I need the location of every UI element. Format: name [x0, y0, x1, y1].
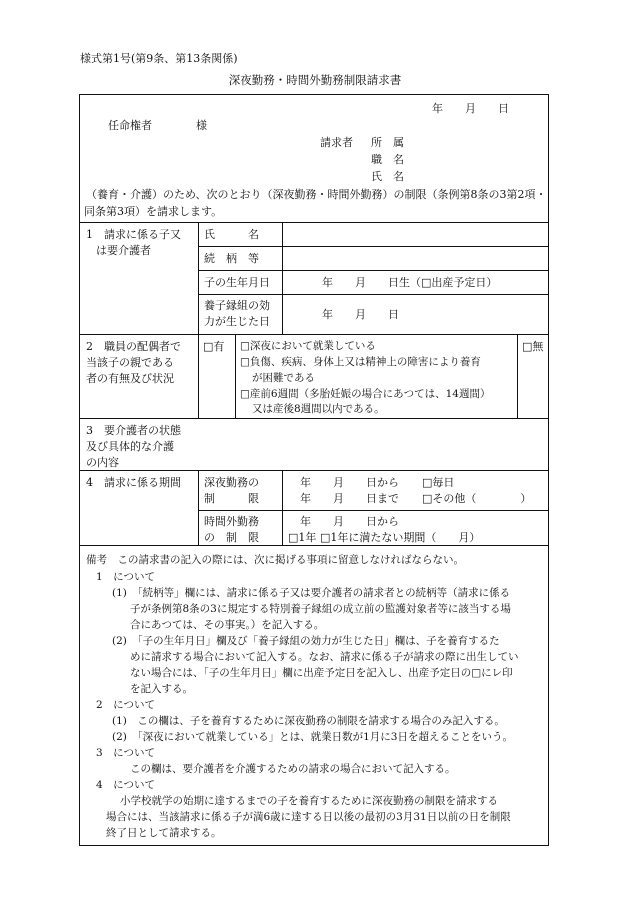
s1-name-label: 氏 名	[204, 228, 259, 241]
rule-s1-c	[198, 294, 549, 295]
s2-no-checkbox[interactable]: □無	[522, 340, 544, 353]
s4-night-label-2: 制 限	[204, 492, 259, 505]
notes-s3-text: この欄は、要介護者を介護するための請求の場合において記入する。	[130, 763, 456, 775]
name-label: 氏 名	[371, 170, 404, 183]
notes-s1-n2-line2: めに請求する場合において記入する。なお、請求に係る子が請求の際に出生してい	[130, 651, 519, 663]
col-divider-s4-value	[282, 470, 283, 545]
notes-s1-n2-line1: (2) 「子の生年月日」欄及び「養子縁組の効力が生じた日」欄は、子を養育するた	[112, 635, 500, 647]
s2-option-night-work[interactable]: □深夜において就業している	[240, 340, 376, 352]
s4-overtime-label-2: の 制 限	[204, 531, 259, 544]
notes-s1-title: 1 について	[96, 571, 155, 583]
rule-s4-mid	[198, 510, 549, 511]
s4-label: 4 請求に係る期間	[86, 476, 181, 489]
s4-overtime-label-1: 時間外勤務	[204, 515, 259, 528]
s1-adoption-label-2: 力が生じた日	[204, 315, 270, 328]
notes-s1-n1-line2: 子が条例第8条の3に規定する特別養子縁組の成立前の監護対象者等に該当する場	[130, 603, 511, 615]
s2-yes-checkbox[interactable]: □有	[203, 340, 225, 353]
s1-label-line1: 1 請求に係る子又	[86, 228, 181, 241]
rule-top-block	[79, 222, 549, 223]
s4-night-label-1: 深夜勤務の	[204, 476, 259, 489]
col-divider-s1-s2	[198, 222, 199, 418]
notes-heading: 備考 この請求書の記入の際には、次に掲げる事項に留意しなければならない。	[86, 554, 464, 566]
col-divider-s4	[198, 470, 199, 545]
s3-label-line2: 及び具体的な介護	[86, 440, 174, 453]
notes-s4-line2: 場合には、当該請求に係る子が満6歳に達する日以後の最初の3月31日以前の日を制限	[106, 811, 511, 823]
s4-night-to: 年 月 日まで	[300, 492, 399, 505]
rule-s1-end	[79, 334, 549, 335]
s2-label-line1: 2 職員の配偶者で	[86, 340, 181, 353]
s1-relation-label: 続 柄 等	[204, 252, 259, 265]
s4-overtime-from: 年 月 日から	[300, 515, 399, 528]
notes-s1-n1-line3: 合にあつては、その事実。）を記入する。	[130, 619, 325, 631]
applicant-label: 請求者	[320, 136, 353, 149]
s4-daily-checkbox[interactable]: □毎日	[422, 476, 455, 489]
notes-s1-n2-line3: ない場合には、「子の生年月日」欄に出産予定日を記入し、出産予定日の□にレ印	[130, 667, 513, 679]
rule-s1-b	[198, 270, 549, 271]
form-title: 深夜勤務・時間外勤務制限請求書	[228, 73, 402, 87]
request-line-1: （養育・介護）のため、次のとおり（深夜勤務・時間外勤務）の制限（条例第8条の3第2項・	[86, 188, 547, 201]
s1-adoption-value: 年 月 日	[322, 308, 399, 321]
s1-birth-label: 子の生年月日	[204, 276, 270, 289]
col-divider-s1-value	[282, 222, 283, 334]
notes-s3-title: 3 について	[96, 747, 155, 759]
s4-night-from: 年 月 日から	[300, 476, 399, 489]
s2-label-line2: 当該子の親である	[86, 356, 174, 369]
s4-less-than-year-checkbox[interactable]: □1年に満たない期間（ 月）	[320, 531, 481, 544]
s2-option-illness-1[interactable]: □負傷、疾病、身体上又は精神上の障害により養育	[240, 356, 481, 368]
s1-adoption-label-1: 養子縁組の効	[204, 299, 270, 312]
addressee: 任命権者 様	[108, 119, 207, 132]
notes-s1-n2-line4: を記入する。	[130, 683, 193, 695]
s4-other-checkbox[interactable]: □その他（ ）	[422, 492, 532, 505]
s4-one-year-checkbox[interactable]: □1年	[288, 531, 317, 544]
s2-option-maternity-1[interactable]: □産前6週間（多胎妊娠の場合にあつては、14週間）	[240, 388, 491, 400]
affiliation-label: 所 属	[371, 136, 404, 149]
notes-s4-title: 4 について	[96, 779, 155, 791]
notes-s2-n2: (2) 「深夜において就業している」とは、就業日数が1月に3日を超えることをいう。	[112, 731, 513, 743]
position-label: 職 名	[371, 153, 404, 166]
notes-s4-line1: 小学校就学の始期に達するまでの子を養育するために深夜勤務の制限を請求する	[120, 795, 498, 807]
rule-s1-a	[198, 246, 549, 247]
s1-label-line2: は要介護者	[96, 244, 151, 257]
s2-option-maternity-2: 又は産後8週間以内である。	[252, 403, 385, 415]
notes-s4-line3: 終了日として請求する。	[106, 827, 222, 839]
request-line-2: 同条第3項）を請求します。	[84, 205, 223, 218]
col-divider-s2-no	[517, 334, 518, 418]
form-number-label: 様式第1号(第9条、第13条関係)	[80, 52, 238, 65]
notes-s2-n1: (1) この欄は、子を養育するために深夜勤務の制限を請求する場合のみ記入する。	[112, 715, 505, 727]
rule-s3-end	[79, 470, 549, 471]
notes-s2-title: 2 について	[96, 699, 155, 711]
col-divider-s2-yes	[235, 334, 236, 418]
s3-label-line3: の内容	[86, 456, 119, 469]
date-line: 年 月 日	[432, 102, 509, 115]
s2-option-illness-2: が困難である	[252, 372, 315, 384]
s1-birth-value: 年 月 日生（□出産予定日）	[322, 276, 498, 289]
s2-label-line3: 者の有無及び状況	[86, 372, 174, 385]
s3-label-line1: 3 要介護者の状態	[86, 424, 181, 437]
notes-s1-n1-line1: (1) 「続柄等」欄には、請求に係る子又は要介護者の請求者との続柄等（請求に係る	[112, 587, 511, 599]
rule-s2-end	[79, 418, 549, 419]
